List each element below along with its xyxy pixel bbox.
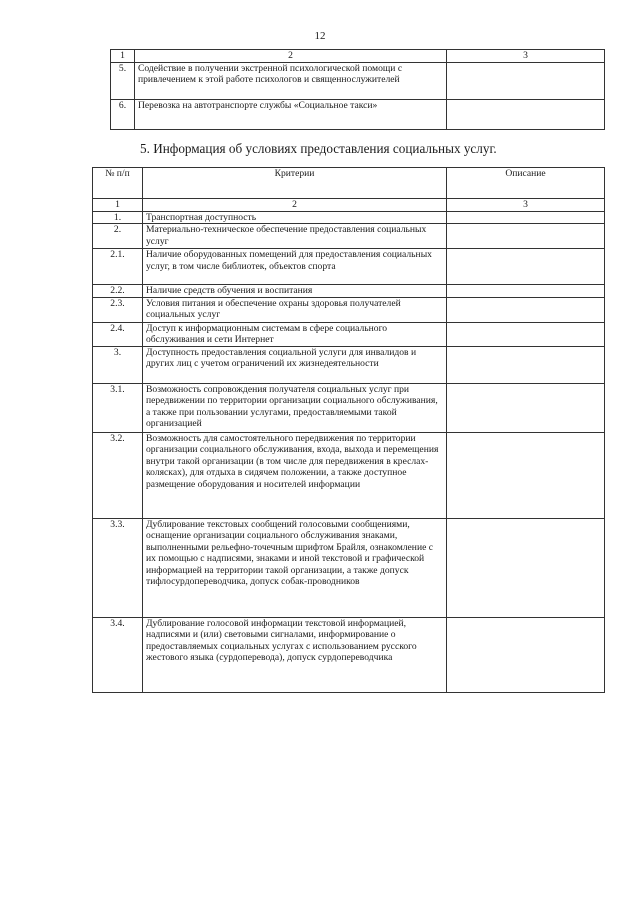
row-number: 3.1. — [93, 383, 143, 432]
criterion-description — [447, 211, 605, 224]
criterion-description — [447, 285, 605, 298]
row-number: 3.4. — [93, 617, 143, 692]
column-number-1: 1 — [111, 50, 135, 63]
row-number: 2.2. — [93, 285, 143, 298]
row-number: 2. — [93, 224, 143, 249]
criterion-description — [447, 224, 605, 249]
column-number-3: 3 — [447, 199, 605, 212]
table-row — [93, 383, 605, 432]
criterion-text: Материально-техническое обеспечение предоставления социальных услуг — [143, 224, 447, 249]
criterion-text: Доступность предоставления социальной услуги для инвалидов и других лиц с учетом ограничений их жизнедеятельности — [143, 346, 447, 383]
criterion-text: Дублирование текстовых сообщений голосовыми сообщениями, оснащение организации социального обслуживания знаками, выполненными рельефно-точечным шрифтом Брайля, ознакомление с их помощью с надписями, знаками и иной текстовой и графической информацией на территории такой организации, а также допуск тифлосурдопереводчика, допуск собак-проводников — [143, 518, 447, 617]
criterion-text: Дублирование голосовой информации текстовой информацией, надписями и (или) световыми сигналами, информирование о предоставляемых социальных услугах с использованием русского жестового языка (сурдоперевода), допуск сурдопереводчика — [143, 617, 447, 692]
row-number: 2.1. — [93, 249, 143, 285]
criterion-text: Наличие средств обучения и воспитания — [143, 285, 447, 298]
table-row — [93, 322, 605, 346]
criterion-description — [447, 297, 605, 322]
table-header-row — [93, 168, 605, 199]
table-row — [93, 297, 605, 322]
header-description: Описание — [447, 168, 605, 199]
criterion-description — [447, 249, 605, 285]
services-table-continued — [110, 49, 605, 130]
criterion-description — [447, 518, 605, 617]
table-row — [93, 224, 605, 249]
row-number: 1. — [93, 211, 143, 224]
row-number: 2.4. — [93, 322, 143, 346]
column-number-2: 2 — [143, 199, 447, 212]
table-numbering-row — [93, 199, 605, 212]
row-number: 3. — [93, 346, 143, 383]
table-row — [93, 518, 605, 617]
table-row — [111, 99, 605, 129]
column-number-1: 1 — [93, 199, 143, 212]
criterion-description — [447, 432, 605, 518]
page-number: 12 — [314, 30, 326, 42]
table-row — [111, 62, 605, 99]
service-name: Содействие в получении экстренной психологической помощи с привлечением к этой работе психологов и священнослужителей — [135, 62, 447, 99]
table-row — [93, 346, 605, 383]
criterion-text: Доступ к информационным системам в сфере социального обслуживания и сети Интернет — [143, 322, 447, 346]
header-criteria: Критерии — [143, 168, 447, 199]
row-number: 3.2. — [93, 432, 143, 518]
column-number-2: 2 — [135, 50, 447, 63]
table-row — [93, 285, 605, 298]
service-description — [447, 62, 605, 99]
criterion-description — [447, 322, 605, 346]
criterion-text: Условия питания и обеспечение охраны здоровья получателей социальных услуг — [143, 297, 447, 322]
criterion-description — [447, 383, 605, 432]
criterion-text: Транспортная доступность — [143, 211, 447, 224]
row-number: 5. — [111, 62, 135, 99]
section-heading: 5. Информация об условиях предоставления социальных услуг. — [140, 141, 497, 156]
criterion-text: Наличие оборудованных помещений для предоставления социальных услуг, в том числе библиотек, объектов спорта — [143, 249, 447, 285]
conditions-table — [92, 167, 605, 693]
table-row — [93, 249, 605, 285]
row-number: 3.3. — [93, 518, 143, 617]
table-row — [93, 432, 605, 518]
service-name: Перевозка на автотранспорте службы «Социальное такси» — [135, 99, 447, 129]
criterion-description — [447, 346, 605, 383]
criterion-description — [447, 617, 605, 692]
row-number: 2.3. — [93, 297, 143, 322]
service-description — [447, 99, 605, 129]
header-number: № п/п — [93, 168, 143, 199]
table-row — [93, 211, 605, 224]
row-number: 6. — [111, 99, 135, 129]
column-number-3: 3 — [447, 50, 605, 63]
table-row — [93, 617, 605, 692]
criterion-text: Возможность сопровождения получателя социальных услуг при передвижении по территории организации социального обслуживания, а также при пользовании услугами, предоставляемыми такой организацией — [143, 383, 447, 432]
table-numbering-row — [111, 50, 605, 63]
criterion-text: Возможность для самостоятельного передвижения по территории организации социального обслуживания, входа, выхода и перемещения внутри такой организации (в том числе для передвижения в креслах-колясках), для отдыха в сидячем положении, а также доступное размещение оборудования и носителей информации — [143, 432, 447, 518]
